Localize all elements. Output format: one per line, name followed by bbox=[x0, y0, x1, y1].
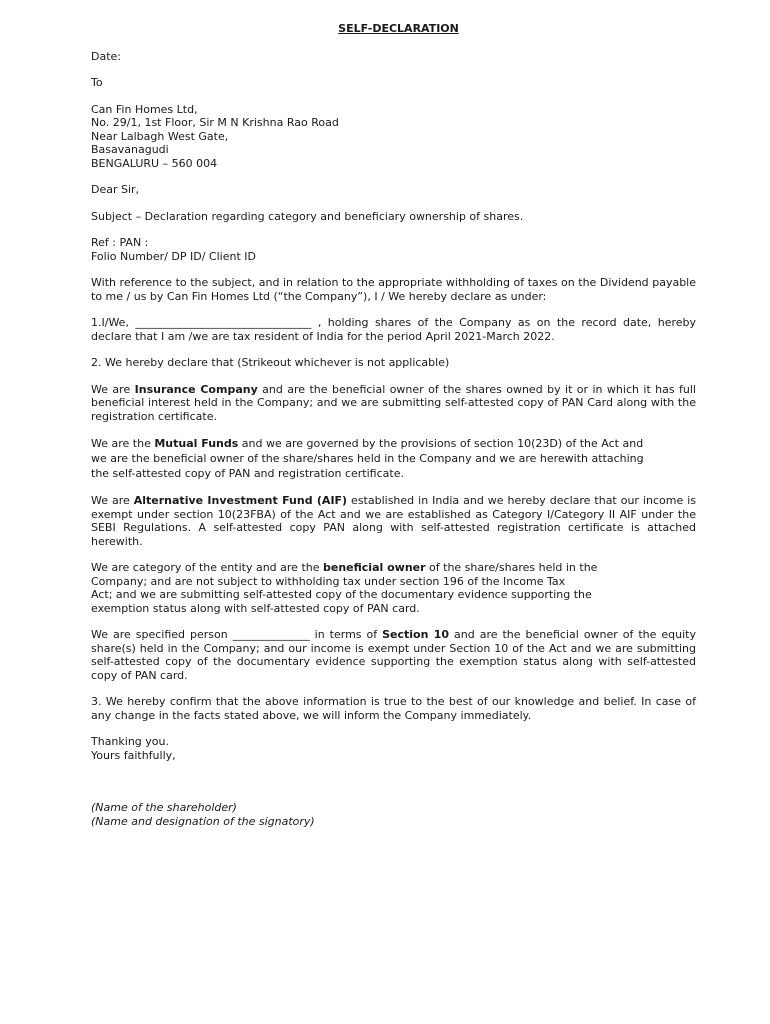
beneficial-line-3: Act; and we are submitting self-attested copy of the documentary evidence supporting the bbox=[91, 588, 592, 601]
specified-mid: in terms of bbox=[309, 628, 383, 641]
closing-signoff: Yours faithfully, bbox=[91, 748, 176, 762]
date-label: Date: bbox=[91, 49, 121, 63]
insurance-text: and are the beneficial owner of the shares owned by it or in which it has full beneficial interest held in the Company; and we are submitting self-attested copy of PAN Card along with the registration certificate. bbox=[91, 382, 696, 423]
intro-paragraph: With reference to the subject, and in relation to the appropriate withholding of taxes on the Dividend payable to me / us by Can Fin Homes Ltd (“the Company”), I / We hereby declare as under: bbox=[91, 276, 696, 303]
aif-option bbox=[91, 494, 696, 548]
mutual-line-1 bbox=[91, 436, 696, 451]
subject-line: Subject – Declaration regarding category and beneficiary ownership of shares. bbox=[91, 209, 524, 223]
mutual-line-3: the self-attested copy of PAN and registration certificate. bbox=[91, 467, 404, 480]
insurance-pre: We are bbox=[91, 382, 135, 396]
closing-block bbox=[91, 735, 696, 762]
beneficial-line-1 bbox=[91, 561, 696, 575]
paragraph-1-prefix: 1.I/We, bbox=[91, 316, 136, 329]
beneficial-line-4: exemption status along with self-attested copy of PAN card. bbox=[91, 601, 420, 615]
address-line: Near Lalbagh West Gate, bbox=[91, 129, 229, 143]
shareholder-name-label: (Name of the shareholder) bbox=[91, 801, 237, 814]
reference-folio: Folio Number/ DP ID/ Client ID bbox=[91, 249, 256, 263]
address-line: BENGALURU – 560 004 bbox=[91, 156, 218, 170]
beneficial-post: of the share/shares held in the bbox=[425, 561, 598, 574]
address-block bbox=[91, 103, 696, 171]
specified-blank-field: ______________ bbox=[232, 628, 310, 641]
document-title: SELF-DECLARATION bbox=[338, 22, 459, 35]
closing-thanks: Thanking you. bbox=[91, 735, 169, 748]
address-line: No. 29/1, 1st Floor, Sir M N Krishna Rao Road bbox=[91, 116, 339, 129]
specified-pre: We are specified person bbox=[91, 628, 233, 641]
aif-pre: We are bbox=[91, 494, 134, 507]
beneficial-bold: beneficial owner bbox=[323, 561, 426, 574]
aif-bold: Alternative Investment Fund (AIF) bbox=[133, 494, 348, 507]
signature-space bbox=[91, 775, 696, 801]
beneficial-owner-option bbox=[91, 561, 696, 615]
reference-pan: Ref : PAN : bbox=[91, 236, 149, 249]
specified-bold: Section 10 bbox=[382, 628, 450, 641]
beneficial-pre: We are category of the entity and are the bbox=[91, 561, 323, 574]
paragraph-2: 2. We hereby declare that (Strikeout whichever is not applicable) bbox=[91, 356, 450, 369]
aif-text: established in India and we hereby declare that our income is exempt under section 10(23FBA) of the Act and we are established as Category I/Category II AIF under the SEBI Regulations. A self-attested copy PAN along with self-attested registration certificate is attached herewith. bbox=[91, 494, 696, 548]
signature-block bbox=[91, 801, 696, 828]
reference-block bbox=[91, 236, 696, 263]
specified-person-option bbox=[91, 628, 696, 682]
address-line: Basavanagudi bbox=[91, 143, 169, 156]
mutual-bold: Mutual Funds bbox=[154, 437, 239, 450]
mutual-line-2: we are the beneficial owner of the share/shares held in the Company and we are herewith attaching bbox=[91, 452, 644, 465]
mutual-pre: We are the bbox=[91, 437, 155, 450]
paragraph-1 bbox=[91, 316, 696, 343]
mutual-post: and we are governed by the provisions of section 10(23D) of the Act and bbox=[238, 437, 644, 450]
address-line: Can Fin Homes Ltd, bbox=[91, 102, 198, 116]
salutation: Dear Sir, bbox=[91, 183, 140, 196]
to-label: To bbox=[91, 76, 103, 89]
insurance-company-option bbox=[91, 383, 696, 424]
mutual-funds-option bbox=[91, 436, 696, 481]
beneficial-line-2: Company; and are not subject to withholding tax under section 196 of the Income Tax bbox=[91, 574, 566, 588]
paragraph-3: 3. We hereby confirm that the above information is true to the best of our knowledge and belief. In case of any change in the facts stated above, we will inform the Company immediately. bbox=[91, 695, 696, 722]
signatory-label: (Name and designation of the signatory) bbox=[91, 814, 315, 828]
insurance-bold: Insurance Company bbox=[134, 382, 258, 396]
paragraph-1-text: , holding shares of the Company as on the record date, hereby declare that I am /we are tax resident of India for the period April 2021-March 2022. bbox=[91, 316, 696, 343]
specified-text: and are the beneficial owner of the equity share(s) held in the Company; and our income is exempt under Section 10 of the Act and we are submitting self-attested copy of the documentary evidence supporting the exemption status along with self-attested copy of PAN card. bbox=[91, 628, 697, 682]
name-blank-field: ________________________________ bbox=[135, 316, 312, 329]
